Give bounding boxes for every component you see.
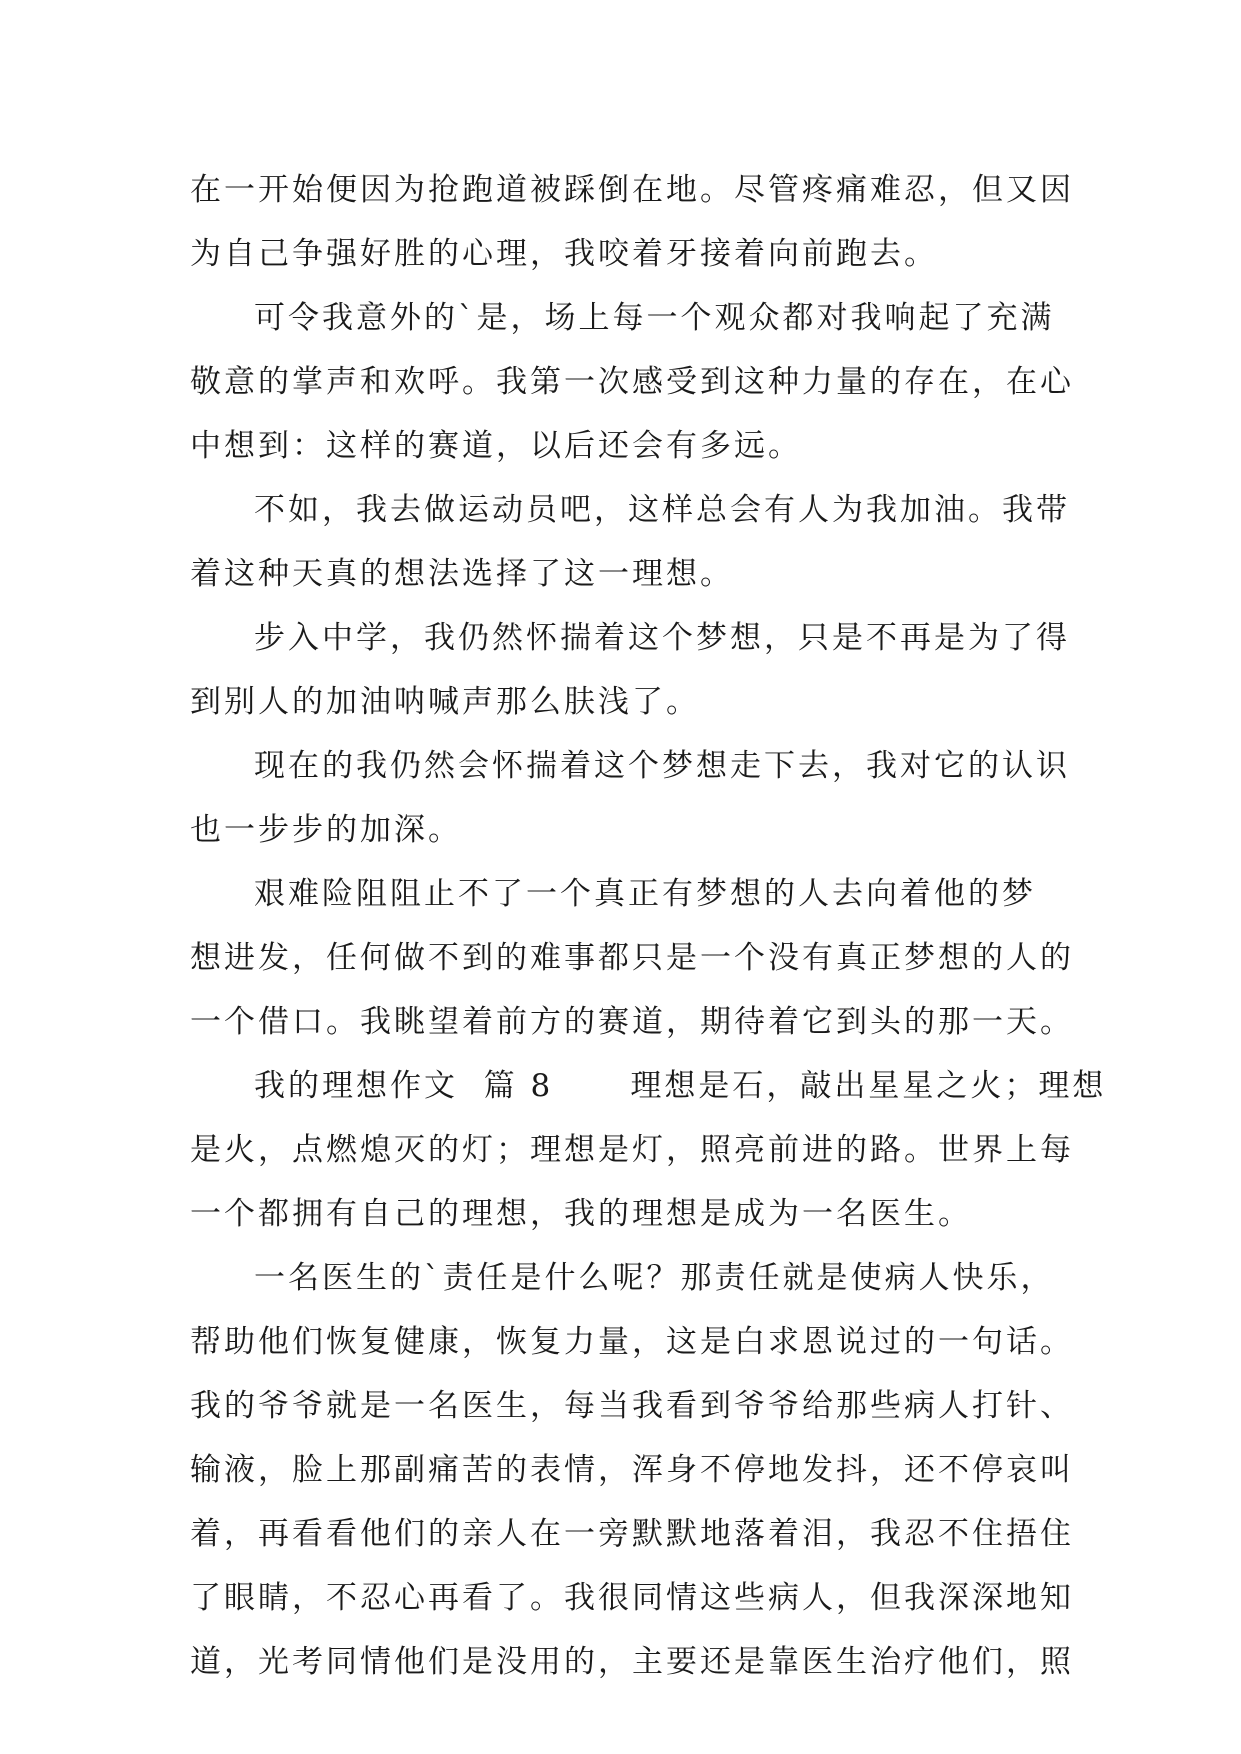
text-line: 步入中学，我仍然怀揣着这个梦想，只是不再是为了得 [254, 620, 1070, 656]
text-line: 输液，脸上那副痛苦的表情，浑身不停地发抖，还不停哀叫 [190, 1452, 1074, 1488]
text-line: 帮助他们恢复健康，恢复力量，这是白求恩说过的一句话。 [190, 1324, 1074, 1360]
text-line: 艰难险阻阻止不了一个真正有梦想的人去向着他的梦 [254, 876, 1036, 912]
text-line: 中想到：这样的赛道，以后还会有多远。 [190, 428, 802, 464]
text-line: 我的爷爷就是一名医生，每当我看到爷爷给那些病人打针、 [190, 1388, 1074, 1424]
text-line: 了眼睛，不忍心再看了。我很同情这些病人，但我深深地知 [190, 1580, 1074, 1616]
text-line: 可令我意外的`是，场上每一个观众都对我响起了充满 [254, 300, 1055, 336]
text-line: 一个借口。我眺望着前方的赛道，期待着它到头的那一天。 [190, 1004, 1074, 1040]
text-line: 也一步步的加深。 [190, 812, 462, 848]
text-line: 不如，我去做运动员吧，这样总会有人为我加油。我带 [254, 492, 1070, 528]
text-line: 在一开始便因为抢跑道被踩倒在地。尽管疼痛难忍，但又因 [190, 172, 1074, 208]
text-line: 是火，点燃熄灭的灯；理想是灯，照亮前进的路。世界上每 [190, 1132, 1074, 1168]
text-line: 为自己争强好胜的心理，我咬着牙接着向前跑去。 [190, 236, 938, 272]
text-line: 着，再看看他们的亲人在一旁默默地落着泪，我忍不住捂住 [190, 1516, 1074, 1552]
text-line: 到别人的加油呐喊声那么肤浅了。 [190, 684, 700, 720]
text-line: 敬意的掌声和欢呼。我第一次感受到这种力量的存在，在心 [190, 364, 1074, 400]
text-line: 道，光考同情他们是没用的，主要还是靠医生治疗他们，照 [190, 1644, 1074, 1680]
document-body [190, 158, 1107, 1694]
text-line: 一名医生的`责任是什么呢？那责任就是使病人快乐， [254, 1260, 1055, 1296]
text-line: 现在的我仍然会怀揣着这个梦想走下去，我对它的认识 [254, 748, 1070, 784]
section-heading-line: 我的理想作文 篇 8 理想是石，敲出星星之火；理想 [254, 1068, 1107, 1104]
text-line: 一个都拥有自己的理想，我的理想是成为一名医生。 [190, 1196, 972, 1232]
text-line: 着这种天真的想法选择了这一理想。 [190, 556, 734, 592]
text-line: 想进发，任何做不到的难事都只是一个没有真正梦想的人的 [190, 940, 1074, 976]
